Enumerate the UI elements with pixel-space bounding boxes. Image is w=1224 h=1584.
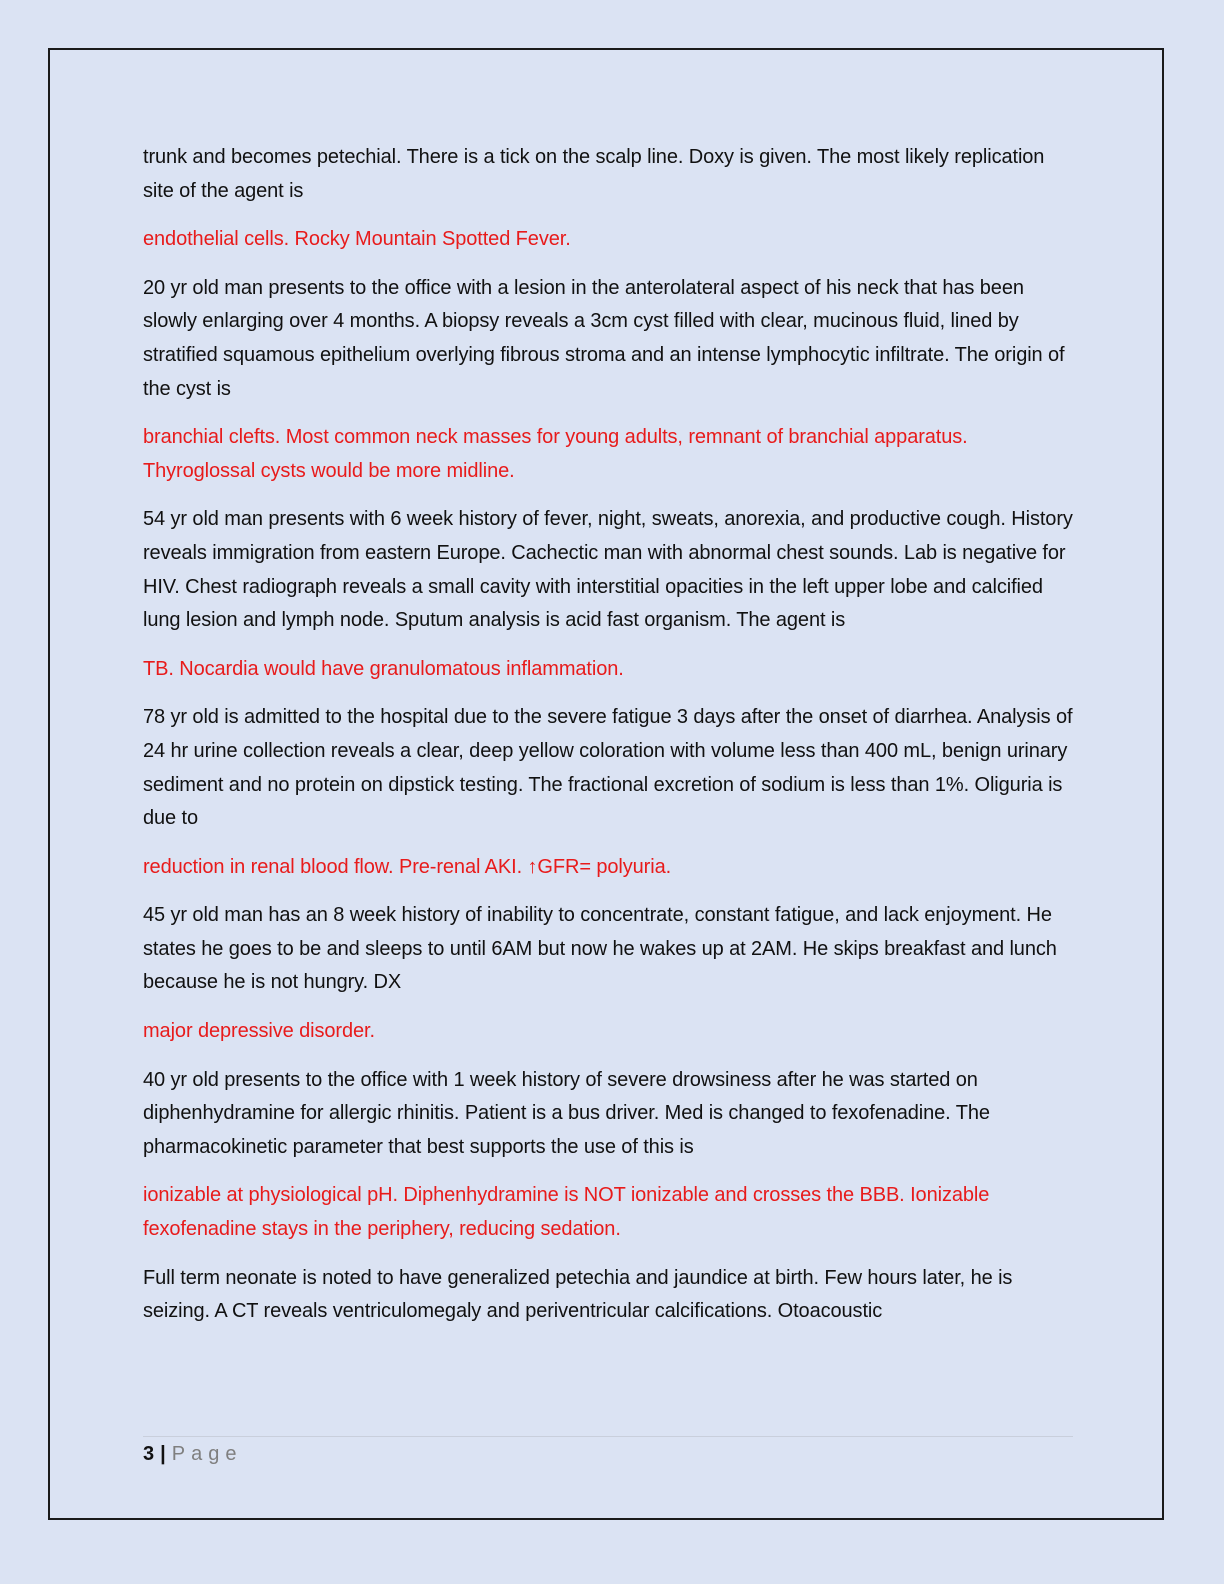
question-paragraph: 40 yr old presents to the office with 1 week history of severe drowsiness after he was started on diphenhydramine for allergic rhinitis. Patient is a bus driver. Med is changed to fexofenadine. The pharmacokinetic parameter that best supports the use of this is [143,1068,990,1158]
page-label: Page [171,1443,243,1465]
answer-paragraph: major depressive disorder. [143,1020,375,1043]
question-paragraph: 20 yr old man presents to the office with a lesion in the anterolateral aspect of his neck that has been slowly enlarging over 4 months. A biopsy reveals a 3cm cyst filled with clear, mucinous fluid, lined by stratified squamous epithelium overlying fibrous stroma and an intense lymphocytic infiltrate. The origin of the cyst is [143,276,1065,400]
page-footer [143,1440,242,1468]
answer-paragraph: TB. Nocardia would have granulomatous inflammation. [143,657,624,680]
question-paragraph: trunk and becomes petechial. There is a tick on the scalp line. Doxy is given. The most likely replication site of the agent is [143,146,1045,202]
answer-paragraph: reduction in renal blood flow. Pre-renal AKI. ↑GFR= polyuria. [143,855,672,878]
footer-divider [143,1436,1073,1437]
document-body [143,141,1073,1344]
answer-paragraph: branchial clefts. Most common neck masses for young adults, remnant of branchial apparatus. Thyroglossal cysts would be more midline. [143,426,968,482]
answer-paragraph: ionizable at physiological pH. Diphenhydramine is NOT ionizable and crosses the BBB. Ionizable fexofenadine stays in the periphery, reducing sedation. [143,1184,990,1241]
question-paragraph: 78 yr old is admitted to the hospital due to the severe fatigue 3 days after the onset of diarrhea. Analysis of 24 hr urine collection reveals a clear, deep yellow coloration with volume less than 400 mL, benign urinary sediment and no protein on dipstick testing. The fractional excretion of sodium is less than 1%. Oliguria is due to [143,706,1073,830]
page-number: 3 [143,1443,155,1465]
answer-paragraph: endothelial cells. Rocky Mountain Spotted Fever. [143,228,571,251]
question-paragraph: 45 yr old man has an 8 week history of inability to concentrate, constant fatigue, and lack enjoyment. He states he goes to be and sleeps to until 6AM but now he wakes up at 2AM. He skips breakfast and lunch because he is not hungry. DX [143,904,1057,994]
question-paragraph: Full term neonate is noted to have generalized petechia and jaundice at birth. Few hours later, he is seizing. A CT reveals ventriculomegaly and periventricular calcifications. Otoacoustic [143,1266,1013,1323]
footer-separator: | [160,1443,166,1465]
question-paragraph: 54 yr old man presents with 6 week history of fever, night, sweats, anorexia, and productive cough. History reveals immigration from eastern Europe. Cachectic man with abnormal chest sounds. Lab is negative for HIV. Chest radiograph reveals a small cavity with interstitial opacities in the left upper lobe and calcified lung lesion and lymph node. Sputum analysis is acid fast organism. The agent is [143,508,1073,632]
